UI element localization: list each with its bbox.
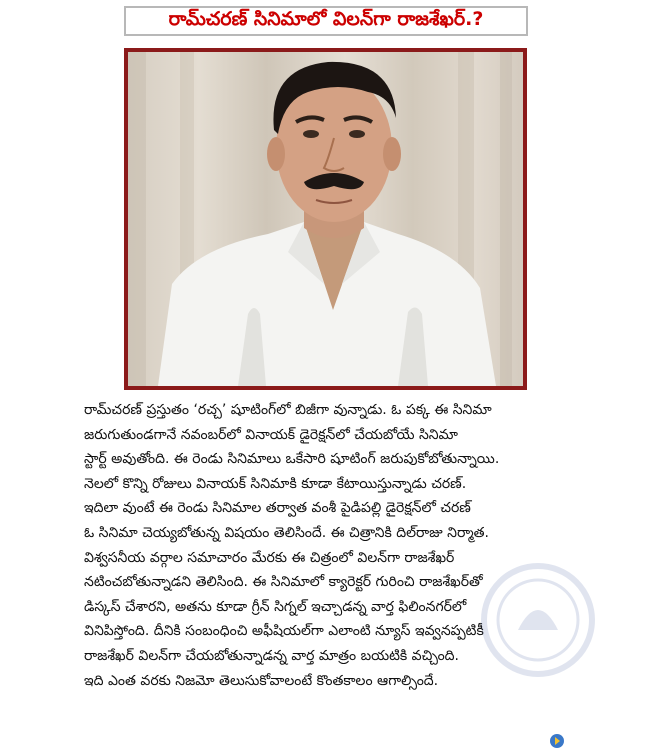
article-line: డిస్కస్ చేశారని, అతను కూడా గ్రీన్ సిగ్నల్ ఇచ్చాడన్న వార్త ఫిలింనగర్‌లో (84, 598, 467, 615)
actor-portrait-image (128, 52, 523, 386)
article-line: రామ్‌చరణ్ ప్రస్తుతం ‘రచ్చ’ షూటింగ్‌లో బిజీగా వున్నాడు. ఓ పక్క ఈ సినిమా (84, 402, 492, 418)
photo-frame (124, 48, 527, 390)
article-line: విశ్వసనీయ వర్గాల సమాచారం మేరకు ఈ చిత్రంలో విలన్‌గా రాజశేఖర్ (84, 549, 455, 566)
headline-box (124, 6, 528, 36)
print-icon[interactable] (549, 733, 565, 749)
article-line: వినిపిస్తోంది. దీనికి సంబంధించి అఫీషియల్‌గా ఎలాంటి న్యూస్ ఇవ్వనప్పటికీ (84, 623, 484, 640)
article-line: రాజశేఖర్ విలన్‌గా చేయబోతున్నాడన్న వార్త మాత్రం బయటికి వచ్చింది. (84, 647, 460, 664)
article-line: నటించబోతున్నాడని తెలిసింది. ఈ సినిమాలో క్యారెక్టర్ గురించి రాజశేఖర్‌తో (84, 574, 483, 591)
article-line: ఇది ఎంత వరకు నిజమో తెలుసుకోవాలంటే కొంతకాలం ఆగాల్సిందే. (84, 672, 439, 689)
watermark-logo-icon (478, 560, 598, 680)
headline-title: రామ్‌చరణ్ సినిమాలో విలన్‌గా రాజశేఖర్.? (168, 7, 484, 30)
article-line: ఓ సినిమా చెయ్యబోతున్న విషయం తెలిసిందే. ఈ చిత్రానికి దిల్‌రాజు నిర్మాత. (84, 524, 489, 541)
actor-portrait-icon (128, 52, 523, 386)
article-line: నెలలో కొన్ని రోజులు వినాయక్ సినిమాకి కూడా కేటాయిస్తున్నాడు చరణ్. (84, 475, 467, 492)
article-line: స్టార్ట్ అవుతోంది. ఈ రెండు సినిమాలు ఒకేసారి షూటింగ్ జరుపుకోబోతున్నాయి. (84, 451, 500, 468)
article-line: ఇదిలా వుంటే ఈ రెండు సినిమాల తర్వాత వంశీ పైడిపల్లి డైరెక్షన్‌లో చరణ్ (84, 500, 471, 517)
article-line: జరుగుతుండగానే నవంబర్‌లో వినాయక్ డైరెక్షన్‌లో చేయబోయే సినిమా (84, 426, 458, 443)
